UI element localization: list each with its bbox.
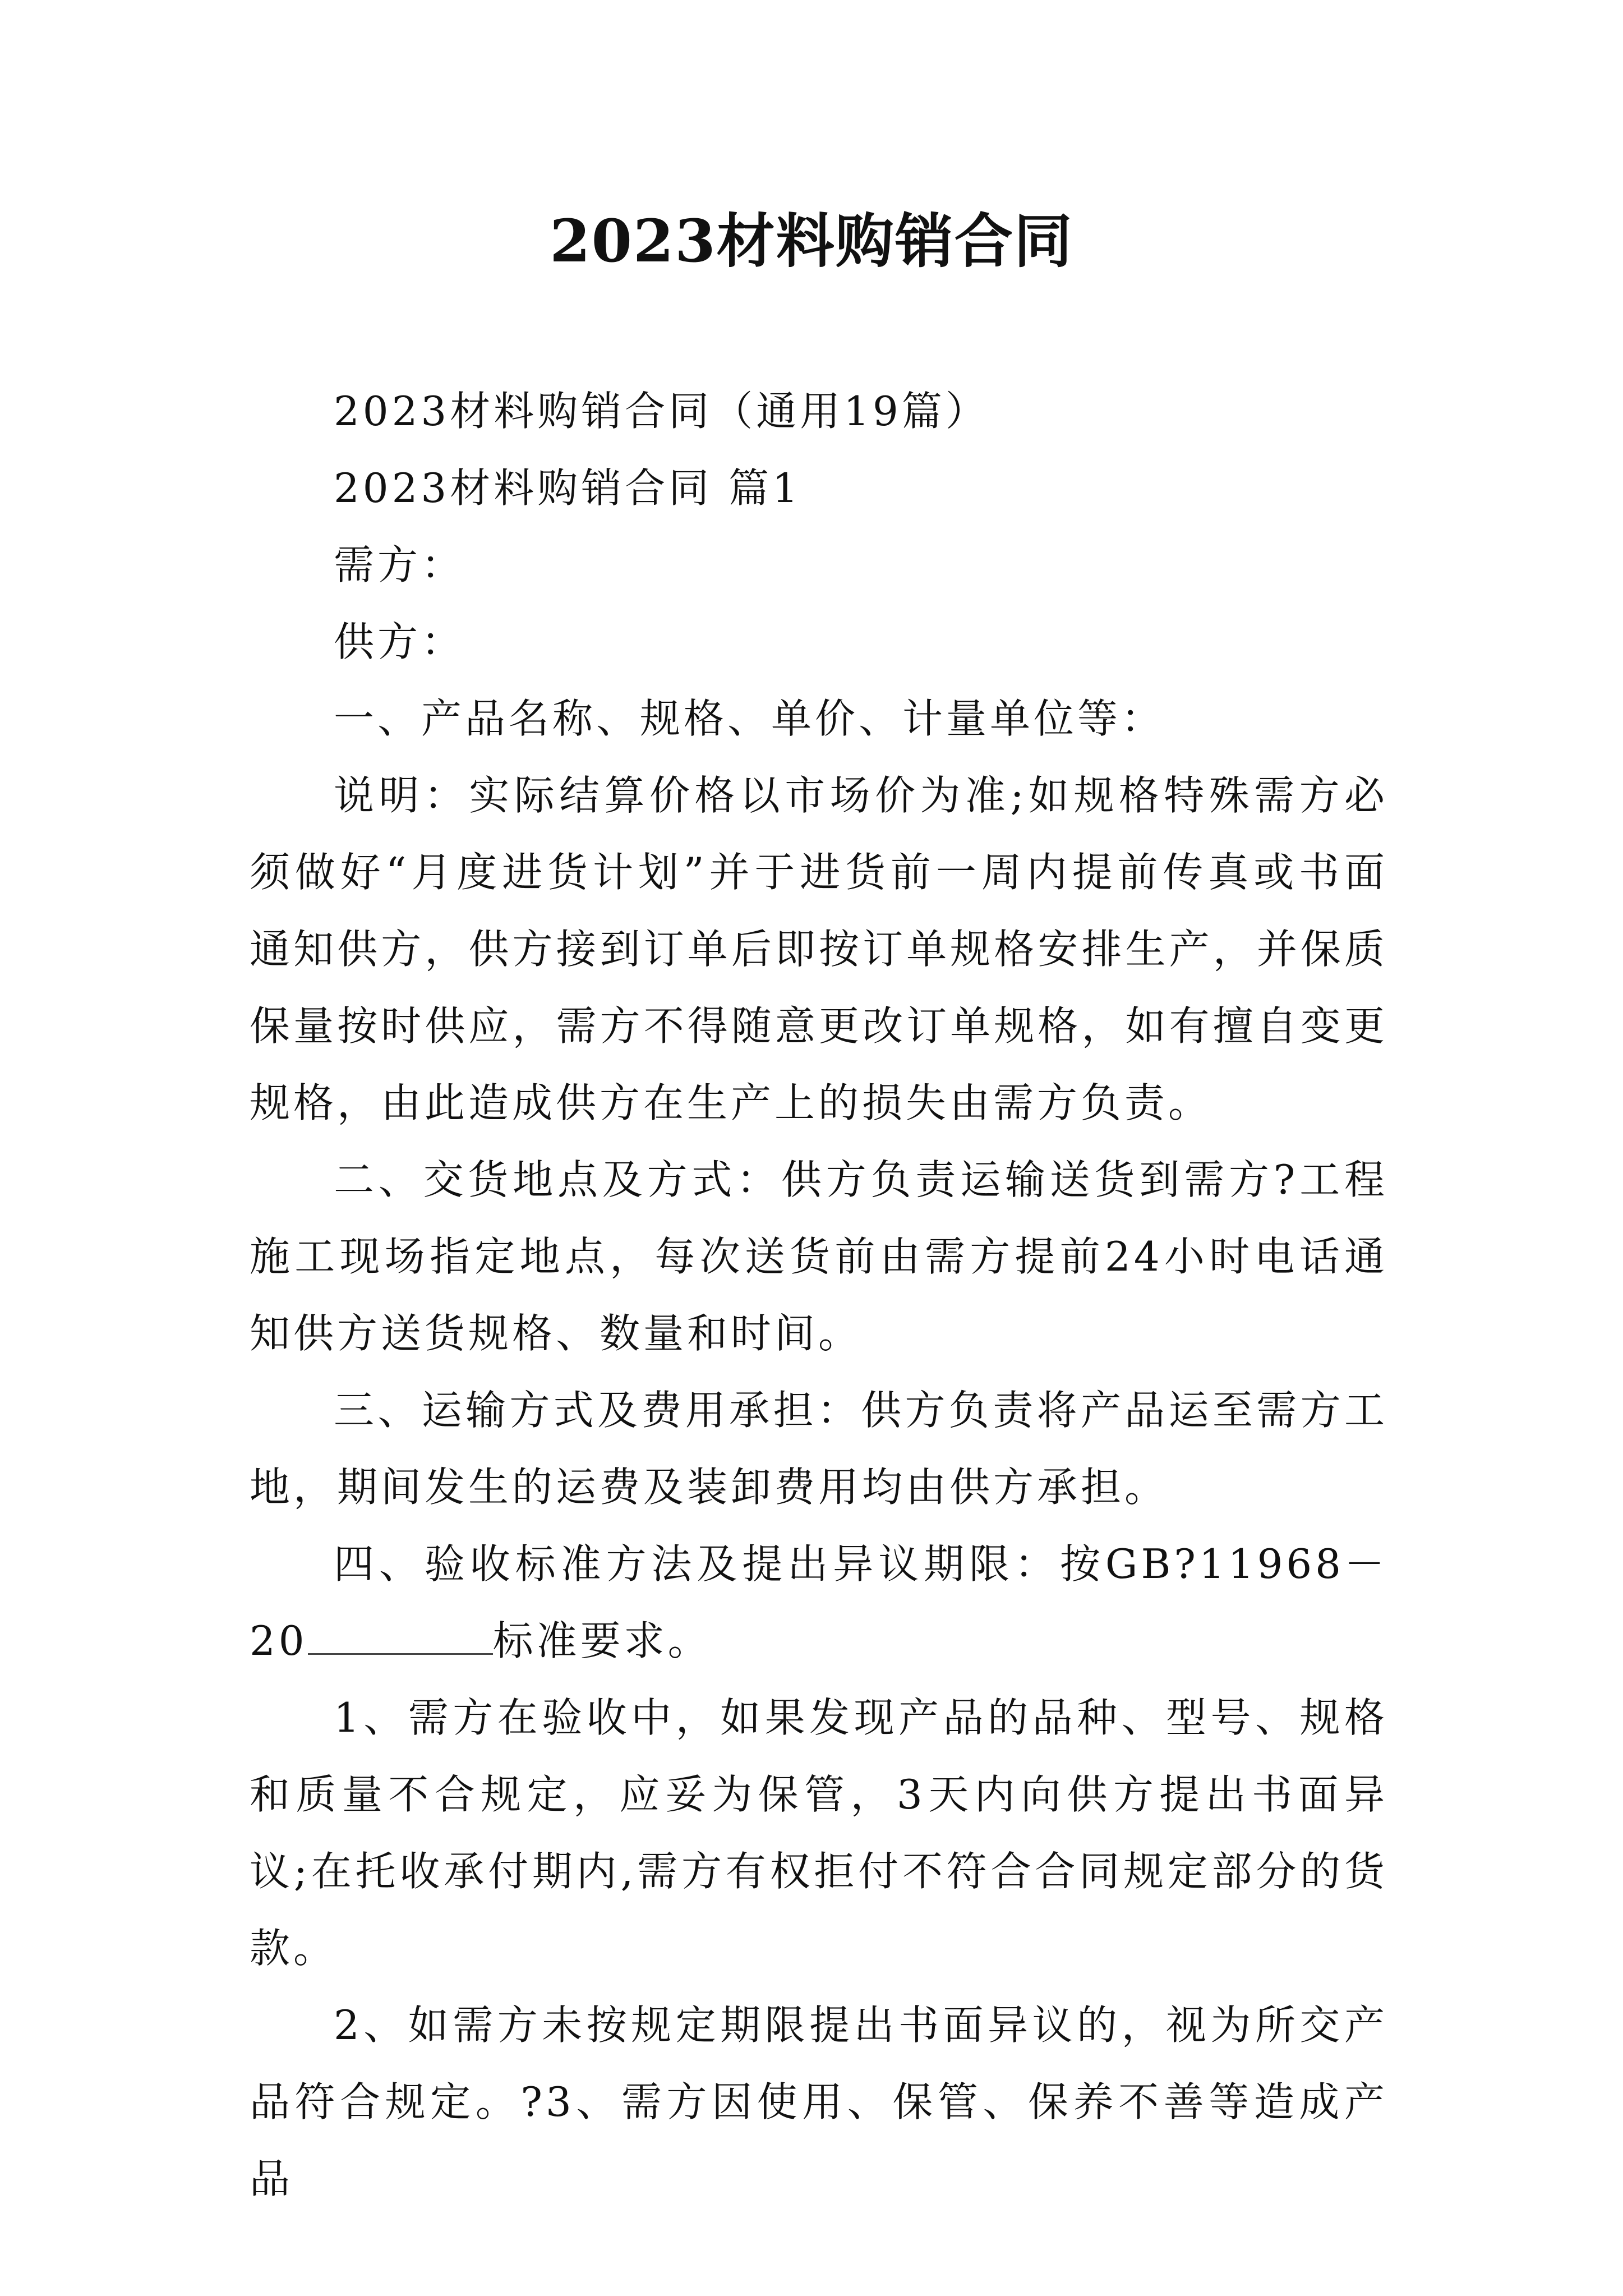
- paragraph-clause-1: 一、产品名称、规格、单价、计量单位等：: [334, 695, 1165, 742]
- paragraph-supplier: 供方：: [334, 618, 465, 665]
- paragraph-clause-4: [250, 1526, 1388, 1680]
- document-title: 2023材料购销合同: [550, 206, 1073, 275]
- paragraph-clause-3: 三、运输方式及费用承担：供方负责将产品运至需方工地，期间发生的运费及装卸费用均由供方承担。: [250, 1387, 1388, 1511]
- paragraph-part-heading: 2023材料购销合同 篇1: [334, 464, 801, 512]
- paragraph-note: 说明：实际结算价格以市场价为准;如规格特殊需方必须做好“月度进货计划”并于进货前一周内提前传真或书面通知供方，供方接到订单后即按订单规格安排生产，并保质保量按时供应，需方不得随意更改订单规格，如有擅自变更规格，由此造成供方在生产上的损失由需方负责。: [250, 772, 1388, 1126]
- paragraph-item-2: 2、如需方未按规定期限提出书面异议的，视为所交产品符合规定。?3、需方因使用、保管、保养不善等造成产品: [250, 2001, 1388, 2202]
- document-body: [250, 373, 1388, 2217]
- paragraph-subtitle: 2023材料购销合同（通用19篇）: [334, 388, 989, 435]
- clause-4-text: 四、验收标准方法及提出异议期限：按GB?11968－20: [250, 1540, 1388, 1664]
- paragraph-clause-2: 二、交货地点及方式：供方负责运输送货到需方?工程施工现场指定地点，每次送货前由需方提前24小时电话通知供方送货规格、数量和时间。: [250, 1156, 1388, 1357]
- paragraph-item-1: 1、需方在验收中，如果发现产品的品种、型号、规格和质量不合规定，应妥为保管，3天内向供方提出书面异议;在托收承付期内,需方有权拒付不符合合同规定部分的货款。: [250, 1694, 1388, 1972]
- paragraph-buyer: 需方：: [334, 541, 465, 588]
- blank-underline: [308, 1619, 493, 1655]
- clause-4-text-end: 标准要求。: [492, 1617, 712, 1664]
